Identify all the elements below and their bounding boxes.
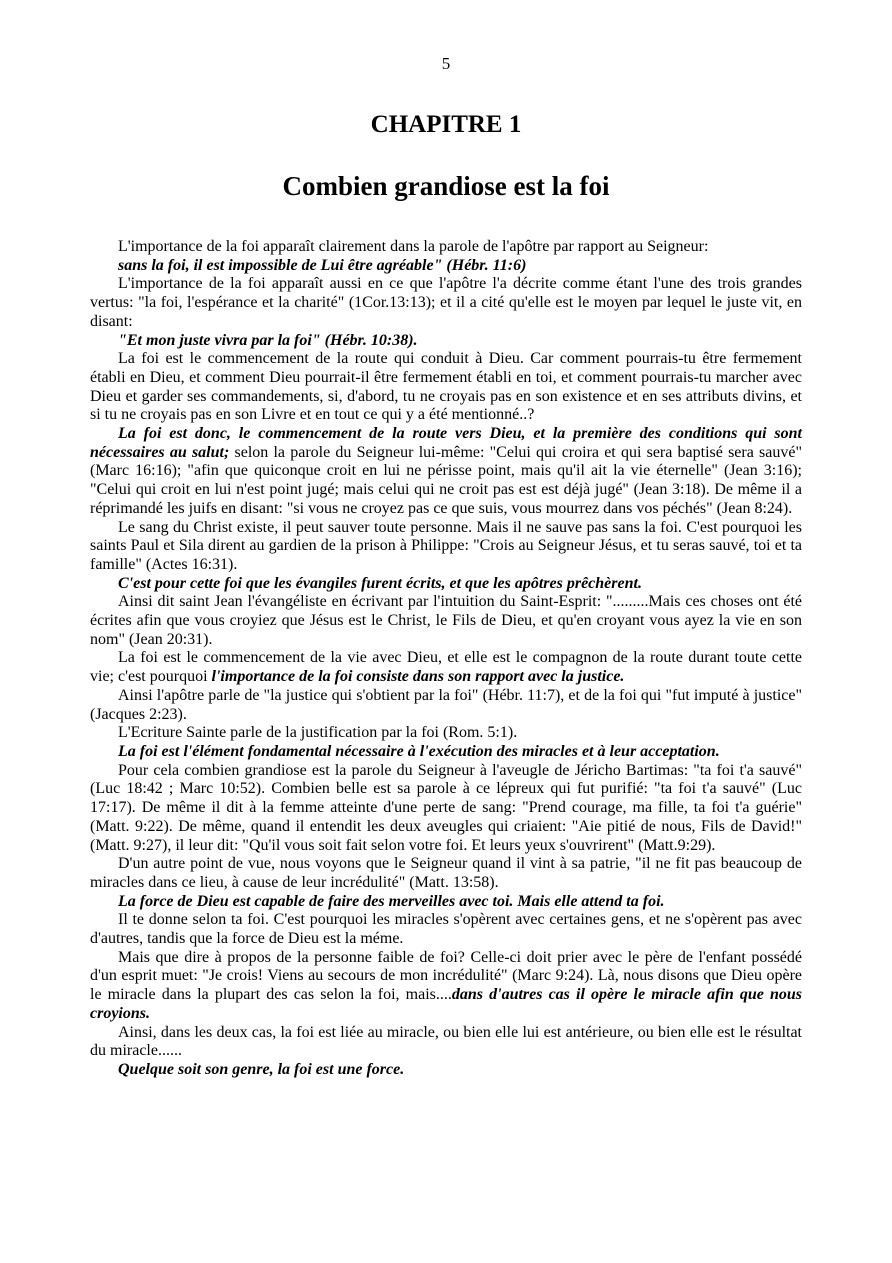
paragraph [90, 893, 802, 912]
paragraph-segment: sans la foi, il est impossible de Lui être agréable" (Hébr. 11:6) [118, 256, 527, 274]
paragraph-segment: L'importance de la foi apparaît aussi en ce que l'apôtre l'a décrite comme étant l'une des trois grandes vertus: "la foi, l'espérance et la charité" (1Cor.13:13); et il a cité qu'elle est le moyen par lequel le juste vit, en disant: [90, 275, 802, 330]
paragraph [90, 1061, 802, 1080]
paragraph-segment: Ainsi dit saint Jean l'évangéliste en écrivant par l'intuition du Saint-Esprit: ".........Mais ces choses ont été écrites afin que vous croyiez que Jésus est le Christ, le Fils de Dieu, et qu'en croyant vous ayez la vie en son nom" (Jean 20:31). [90, 593, 802, 648]
paragraph-segment: La foi est le commencement de la vie avec Dieu, et elle est le compagnon de la route durant toute cette vie; c'est pourquoi [90, 649, 802, 686]
paragraph-segment: l'importance de la foi consiste dans son rapport avec la justice. [211, 668, 625, 686]
paragraph [90, 687, 802, 724]
paragraph [90, 593, 802, 649]
paragraph-segment: Ainsi, dans les deux cas, la foi est liée au miracle, ou bien elle lui est antérieure, ou bien elle est le résultat du miracle...... [90, 1023, 802, 1060]
paragraph [90, 1024, 802, 1061]
paragraph [90, 855, 802, 892]
chapter-subtitle: Combien grandiose est la foi [282, 171, 610, 201]
paragraph-segment: La force de Dieu est capable de faire des merveilles avec toi. Mais elle attend ta foi. [118, 892, 665, 910]
paragraph-segment: Quelque soit son genre, la foi est une force. [118, 1060, 405, 1078]
paragraph-segment: La foi est l'élément fondamental nécessaire à l'exécution des miracles et à leur acceptation. [118, 742, 720, 760]
body-text [90, 238, 802, 1080]
paragraph [90, 911, 802, 948]
paragraph [90, 350, 802, 425]
paragraph [90, 519, 802, 575]
paragraph-segment: Il te donne selon ta foi. C'est pourquoi les miracles s'opèrent avec certaines gens, et ne s'opèrent pas avec d'autres, tandis que la force de Dieu est la méme. [90, 911, 802, 948]
paragraph [90, 257, 802, 276]
paragraph-segment: Mais que dire à propos de la personne faible de foi? Celle-ci doit prier avec le père de l'enfant possédé d'un esprit muet: "Je crois! Viens au secours de mon incrédulité" (Marc 9:24). Là, nous disons que Dieu opère le miracle dans la plupart des cas selon la foi, mais.... [90, 948, 802, 1004]
paragraph-segment: L'Ecriture Sainte parle de la justification par la foi (Rom. 5:1). [118, 724, 518, 742]
paragraph-segment: Pour cela combien grandiose est la parole du Seigneur à l'aveugle de Jéricho Bartimas: "ta foi t'a sauvé" (Luc 18:42 ; Marc 10:52). Combien belle est sa parole à ce lépreux qui fut purifié: "ta foi t'a sauvé" (Luc 17:17). De même il dit à la femme atteinte d'une perte de sang: "Prend courage, ma fille, ta foi t'a guérie" (Matt. 9:22). De même, quand il entendit les deux aveugles qui criaient: "Aie pitié de nous, Fils de David!" (Matt. 9:27), il leur dit: "Qu'il vous soit fait selon votre foi. Et leurs yeux s'ouvrirent" (Matt.9:29). [90, 761, 802, 854]
paragraph-segment: Ainsi l'apôtre parle de "la justice qui s'obtient par la foi" (Hébr. 11:7), et de la foi qui "fut imputé à justice" (Jacques 2:23). [90, 686, 802, 723]
paragraph [90, 275, 802, 331]
paragraph-segment: dans d'autres cas il opère le miracle afin que nous croyions. [90, 986, 803, 1022]
paragraph-segment: "Et mon juste vivra par la foi" (Hébr. 10:38). [118, 331, 418, 349]
paragraph [90, 649, 802, 686]
page-number: 5 [441, 54, 451, 73]
paragraph-segment: L'importance de la foi apparaît clairement dans la parole de l'apôtre par rapport au Seigneur: [118, 238, 709, 255]
paragraph-segment: La foi est donc, le commencement de la route vers Dieu, et la première des conditions qui sont nécessaires au salut; [90, 425, 802, 461]
paragraph-segment: La foi est le commencement de la route qui conduit à Dieu. Car comment pourrais-tu être fermement établi en Dieu, et comment Dieu pourrait-il être fermement établi en toi, et comment pourrais-tu marcher avec Dieu et garder ses commandements, si, d'abord, tu ne croyais pas en son existence et en ses attributs divins, et si tu ne croyais pas en son Livre et en tout ce qui y a été mentionné..? [90, 350, 802, 424]
paragraph-segment: D'un autre point de vue, nous voyons que le Seigneur quand il vint à sa patrie, "il ne fit pas beaucoup de miracles dans ce lieu, à cause de leur incrédulité" (Matt. 13:58). [90, 855, 802, 891]
paragraph [90, 949, 802, 1024]
chapter-title: CHAPITRE 1 [370, 111, 522, 138]
paragraph [90, 425, 802, 519]
paragraph [90, 762, 802, 856]
paragraph [90, 743, 802, 762]
paragraph [90, 332, 802, 351]
paragraph-segment: C'est pour cette foi que les évangiles furent écrits, et que les apôtres prêchèrent. [118, 574, 642, 592]
paragraph-segment: Le sang du Christ existe, il peut sauver toute personne. Mais il ne sauve pas sans la foi. C'est pourquoi les saints Paul et Sila dirent au gardien de la prison à Philippe: "Crois au Seigneur Jésus, et tu seras sauvé, toi et ta famille" (Actes 16:31). [90, 518, 802, 573]
paragraph [90, 238, 802, 257]
paragraph-segment: selon la parole du Seigneur lui-même: "Celui qui croira et qui sera baptisé sera sauvé" (Marc 16:16); "afin que quiconque croit en lui ne périsse point, mais qu'il ait la vie éternelle" (Jean 3:16); "Celui qui croit en lui n'est point jugé; mais celui qui ne croit pas est est déjà jugé" (Jean 3:18). De même il a réprimandé les juifs en disant: "si vous ne croyez pas ce que suis, vous mourrez dans vos péchés" (Jean 8:24). [90, 443, 802, 517]
paragraph [90, 575, 802, 594]
paragraph [90, 724, 802, 743]
